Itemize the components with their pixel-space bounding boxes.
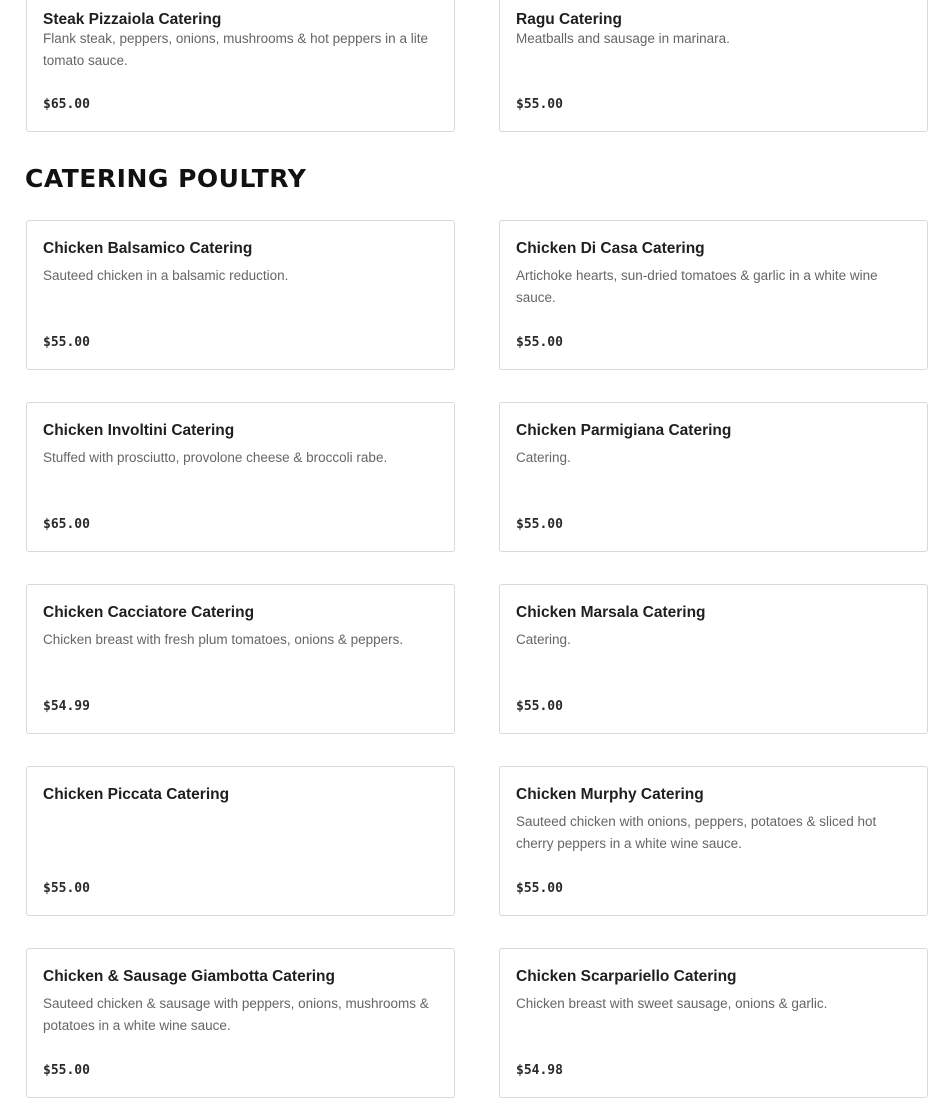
menu-item-price: $55.00 <box>43 881 90 896</box>
menu-item-description: Stuffed with prosciutto, provolone cheese & broccoli rabe. <box>43 450 388 465</box>
menu-item-price: $65.00 <box>43 97 90 112</box>
menu-item-card[interactable] <box>499 402 928 552</box>
menu-item-description: Sauteed chicken & sausage with peppers, onions, mushrooms & potatoes in a white wine sauce. <box>43 996 429 1033</box>
menu-item-name: Steak Pizzaiola Catering <box>43 11 222 28</box>
menu-item-description: Meatballs and sausage in marinara. <box>516 31 730 46</box>
menu-item-name: Chicken Parmigiana Catering <box>516 422 732 439</box>
menu-item-price: $65.00 <box>43 517 90 532</box>
menu-item-name: Chicken Murphy Catering <box>516 786 704 803</box>
menu-item-description: Chicken breast with fresh plum tomatoes, onions & peppers. <box>43 632 404 647</box>
menu-item-description: Sauteed chicken with onions, peppers, potatoes & sliced hot cherry peppers in a white wine sauce. <box>516 814 877 851</box>
menu-item-card[interactable] <box>26 948 455 1098</box>
menu-item-price: $54.99 <box>43 699 90 714</box>
menu-item-price: $55.00 <box>43 1063 90 1078</box>
menu-item-card[interactable] <box>499 0 928 132</box>
menu-item-name: Chicken Piccata Catering <box>43 786 230 803</box>
menu-item-name: Ragu Catering <box>516 11 622 28</box>
menu-item-description: Sauteed chicken in a balsamic reduction. <box>43 268 289 283</box>
menu-item-description: Catering. <box>516 632 571 647</box>
menu-item-card[interactable] <box>499 220 928 370</box>
menu-item-description: Flank steak, peppers, onions, mushrooms & hot peppers in a lite tomato sauce. <box>43 31 428 68</box>
menu-item-card[interactable] <box>26 220 455 370</box>
menu-item-card[interactable] <box>499 584 928 734</box>
menu-item-card[interactable] <box>499 948 928 1098</box>
menu-item-name: Chicken Involtini Catering <box>43 422 235 439</box>
menu-item-price: $55.00 <box>516 97 563 112</box>
menu-item-card[interactable] <box>26 402 455 552</box>
menu-item-price: $55.00 <box>516 699 563 714</box>
menu-item-price: $55.00 <box>516 881 563 896</box>
menu-item-card[interactable] <box>499 766 928 916</box>
menu-item-price: $55.00 <box>516 335 563 350</box>
menu-item-price: $55.00 <box>43 335 90 350</box>
menu-item-name: Chicken Marsala Catering <box>516 604 706 621</box>
menu-item-price: $54.98 <box>516 1063 563 1078</box>
menu-item-name: Chicken & Sausage Giambotta Catering <box>43 968 335 985</box>
menu-item-card[interactable] <box>26 766 455 916</box>
menu-item-price: $55.00 <box>516 517 563 532</box>
menu-item-name: Chicken Di Casa Catering <box>516 240 705 257</box>
menu-item-name: Chicken Scarpariello Catering <box>516 968 737 985</box>
menu-item-description: Catering. <box>516 450 571 465</box>
menu-item-description: Chicken breast with sweet sausage, onions & garlic. <box>516 996 828 1011</box>
menu-item-description: Artichoke hearts, sun-dried tomatoes & garlic in a white wine sauce. <box>516 268 878 305</box>
menu-item-name: Chicken Cacciatore Catering <box>43 604 255 621</box>
menu-item-name: Chicken Balsamico Catering <box>43 240 253 257</box>
section-title: CATERING POULTRY <box>25 164 307 193</box>
menu-item-card[interactable] <box>26 0 455 132</box>
menu-item-card[interactable] <box>26 584 455 734</box>
